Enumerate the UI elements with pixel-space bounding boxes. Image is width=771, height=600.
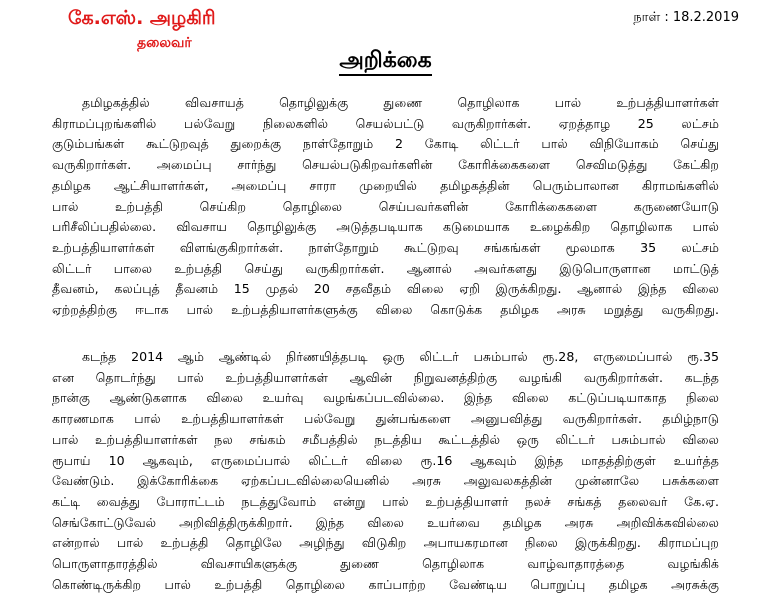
paragraph-line: தமிழகத்தில் விவசாயத் தொழிலுக்கு துணை தொழிலாக பால் உற்பத்தியாளர்கள்: [82, 95, 719, 110]
author-name: கே.எஸ். அழகிரி: [68, 7, 216, 29]
paragraph-line: என்றால் பால் உற்பத்தி தொழிலே அழிந்து விடுகிற அபாயகரமான நிலை இருக்கிறது. கிராமப்புற: [52, 535, 719, 551]
paragraph-line: செங்கோட்டுவேல் அறிவித்திருக்கிறார். இந்த விலை உயர்வை தமிழக அரசு அறிவிக்கவில்லை: [52, 514, 719, 530]
paragraph-line: உற்பத்தியாளர்கள் விளங்குகிறார்கள். நாள்தோறும் கூட்டுறவு சங்கங்கள் மூலமாக 35 லட்சம்: [52, 239, 719, 255]
paragraph-line: குடும்பங்கள் கூட்டுறவுத் துறைக்கு நாள்தோறும் 2 கோடி லிட்டர் பால் விநியோகம் செய்து: [52, 136, 719, 152]
paragraph-line: வேண்டும். இக்கோரிக்கை ஏற்கப்படவில்லையெனில் அரசு அலுவலகத்தின் முன்னாலே பசுக்களை: [52, 473, 719, 489]
paragraph-line: பொருளாதாரத்தில் விவசாயிகளுக்கு துணை தொழிலாக வாழ்வாதாரத்தை வழங்கிக்: [52, 556, 719, 572]
paragraph-line: காரணமாக பால் உற்பத்தியாளர்கள் பல்வேறு துன்பங்களை அனுபவித்து வருகிறார்கள். தமிழ்நாடு: [52, 411, 719, 427]
paragraph-line: கடந்த 2014 ஆம் ஆண்டில் நிர்ணயித்தபடி ஒரு லிட்டர் பசும்பால் ரூ.28, எருமைப்பால் ரூ.35: [82, 349, 719, 364]
paragraph-2: [52, 347, 719, 595]
document-date: நாள் : 18.2.2019: [633, 10, 739, 25]
paragraph-line: லிட்டர் பாலை உற்பத்தி செய்து வருகிறார்கள். ஆனால் அவர்களது இடுபொருளான மாட்டுத்: [52, 260, 719, 276]
paragraph-line: பால் உற்பத்தியாளர்கள் நல சங்கம் சமீபத்தில் நடத்திய கூட்டத்தில் ஒரு லிட்டர் பசும்பால் விலை: [52, 431, 719, 447]
document-title: [0, 46, 771, 76]
author-title: தலைவர்: [137, 35, 192, 51]
paragraph-line: பால் உற்பத்தி செய்கிற தொழிலை செய்பவர்களின் கோரிக்கைகளை கருணையோடு: [52, 198, 719, 214]
paragraph-line: நான்கு ஆண்டுகளாக விலை உயர்வு வழங்கப்படவில்லை. இந்த விலை கட்டுப்படியாகாத நிலை: [52, 390, 719, 406]
document-title-text: அறிக்கை: [339, 48, 431, 76]
paragraph-line: தமிழக ஆட்சியாளர்கள், அமைப்பு சாரா முறையில் தமிழகத்தின் பெரும்பாலான கிராமங்களில்: [52, 177, 719, 193]
paragraph-line: கிராமப்புறங்களில் பல்வேறு நிலைகளில் செயல்பட்டு வருகிறார்கள். ஏறத்தாழ 25 லட்சம்: [52, 115, 719, 131]
paragraph-line: என தொடர்ந்து பால் உற்பத்தியாளர்கள் ஆவின் நிறுவனத்திற்கு வழங்கி வருகிறார்கள். கடந்த: [52, 369, 719, 385]
paragraph-line: கொண்டிருக்கிற பால் உற்பத்தி தொழிலை காப்பாற்ற வேண்டிய பொறுப்பு தமிழக அரசுக்கு: [52, 576, 719, 592]
paragraph-line: தீவனம், கலப்புத் தீவனம் 15 முதல் 20 சதவீதம் விலை ஏறி இருக்கிறது. ஆனால் இந்த விலை: [52, 281, 719, 297]
paragraph-1: [52, 93, 719, 321]
paragraph-line: ரூபாய் 10 ஆகவும், எருமைப்பால் லிட்டர் விலை ரூ.16 ஆகவும் இந்த மாதத்திற்குள் உயர்த்த: [52, 452, 719, 468]
paragraph-line: வருகிறார்கள். அமைப்பு சார்ந்து செயல்படுகிறவர்களின் கோரிக்கைகளை செவிமடுத்து கேட்கிற: [52, 157, 719, 173]
paragraph-line: பரிசீலிப்பதில்லை. விவசாய தொழிலுக்கு அடுத்தபடியாக கடுமையாக உழைக்கிற தொழிலாக பால்: [52, 219, 719, 235]
paragraph-line: கட்டி வைத்து போராட்டம் நடத்துவோம் என்று பால் உற்பத்தியாளர் நலச் சங்கத் தலைவர் கே.ஏ.: [52, 493, 719, 509]
paragraph-line: ஏற்றத்திற்கு ஈடாக பால் உற்பத்தியாளர்களுக்கு விலை கொடுக்க தமிழக அரசு மறுத்து வருகிறது.: [52, 302, 719, 318]
